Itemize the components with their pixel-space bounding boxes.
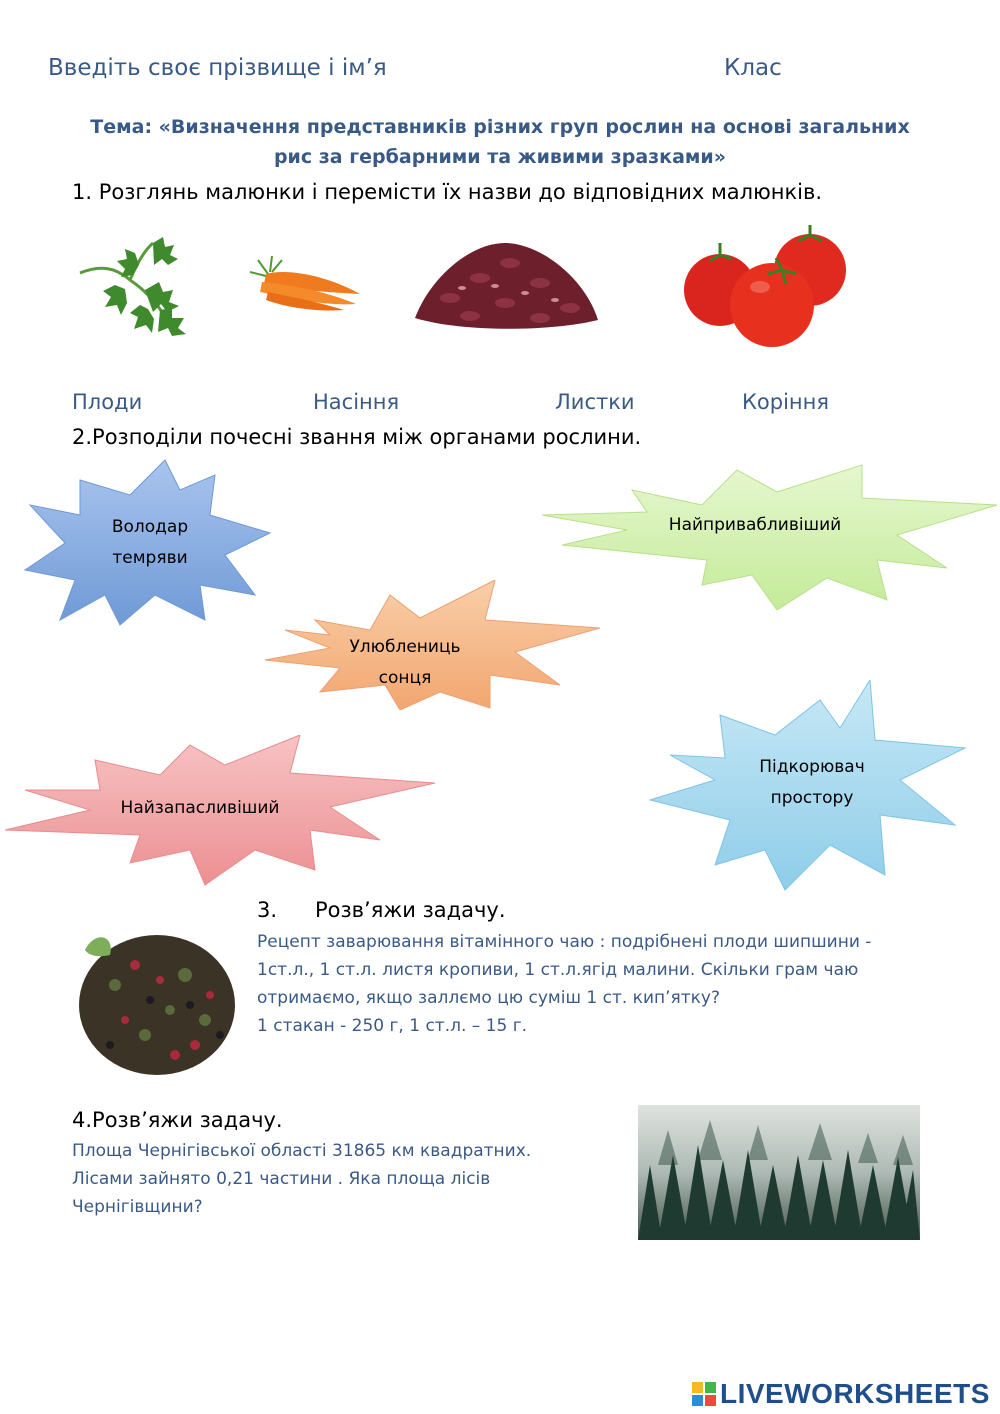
label-fruits[interactable]: Плоди [72, 390, 143, 414]
class-label: Клас [724, 55, 782, 81]
label-seeds[interactable]: Насіння [313, 390, 400, 414]
task3-text [257, 928, 957, 1040]
star-attractive-line1: Найпривабливіший [668, 515, 842, 535]
task4-title: 4.Розв’яжи задачу. [72, 1108, 283, 1132]
parsley-image [75, 235, 200, 340]
star-thrifty-line1: Найзапасливіший [120, 798, 280, 818]
forest-image [638, 1105, 920, 1240]
task3-line-4: 1 стакан - 250 г, 1 ст.л. – 15 г. [257, 1016, 528, 1036]
tomato-image [682, 225, 852, 350]
star-sun[interactable] [345, 632, 465, 694]
star-sun-line1: Улюблениць [349, 637, 461, 657]
star-space-line2: простору [770, 788, 854, 808]
task1-instruction: 1. Розглянь малюнки і перемісти їх назви до відповідних малюнків. [72, 180, 823, 204]
label-leaves[interactable]: Листки [555, 390, 635, 414]
beans-image [410, 238, 600, 333]
task3-number: 3. [257, 898, 278, 922]
task2-instruction: 2.Розподіли почесні звання між органами рослини. [72, 425, 642, 449]
task4-line-2: Лісами зайнято 0,21 частини . Яка площа лісів [72, 1169, 491, 1189]
tea-image [75, 925, 240, 1080]
task4-text [72, 1137, 612, 1221]
name-prompt: Введіть своє прізвище і ім’я [48, 55, 387, 81]
liveworksheets-logo [692, 1378, 990, 1410]
star-thrifty[interactable] [110, 793, 290, 824]
star-space[interactable] [722, 752, 902, 814]
label-roots[interactable]: Коріння [742, 390, 830, 414]
task3-line-2: 1ст.л., 1 ст.л. листя кропиви, 1 ст.л.ягід малини. Скільки грам чаю [257, 960, 859, 980]
task4-line-3: Чернігівщини? [72, 1197, 203, 1217]
task4-line-1: Площа Чернігівської області 31865 км квадратних. [72, 1141, 532, 1161]
star-sun-line2: сонця [378, 668, 432, 688]
topic-line-1: Тема: «Визначення представників різних груп рослин на основі загальних [90, 116, 910, 138]
task3-title: Розв’яжи задачу. [315, 898, 506, 922]
star-darkness-line1: Володар [111, 517, 189, 537]
star-space-line1: Підкорювач [759, 757, 865, 777]
topic-line-2: рис за гербарними та живими зразками» [273, 146, 727, 168]
topic-title [30, 112, 970, 172]
liveworksheets-logo-icon [692, 1382, 716, 1406]
task3-line-1: Рецепт заварювання вітамінного чаю : подрібнені плоди шипшини - [257, 932, 872, 952]
star-darkness[interactable] [90, 512, 210, 574]
liveworksheets-logo-text: LIVEWORKSHEETS [720, 1378, 990, 1409]
star-darkness-line2: темряви [112, 548, 188, 568]
star-attractive[interactable] [655, 510, 855, 541]
task3-line-3: отримаємо, якщо заллємо цю суміш 1 ст. кип’ятку? [257, 988, 721, 1008]
carrot-image [248, 252, 363, 312]
